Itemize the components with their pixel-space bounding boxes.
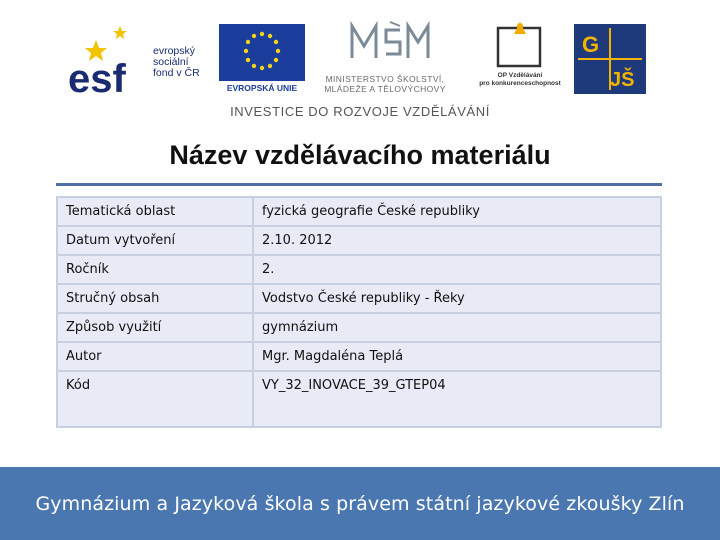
row-label: Autor (57, 342, 253, 371)
esf-text (153, 46, 200, 79)
row-value: VY_32_INOVACE_39_GTEP04 (253, 371, 661, 427)
row-label: Kód (57, 371, 253, 427)
gjs-letters2: JŠ (610, 69, 635, 91)
table-row (57, 313, 661, 342)
table-row (57, 342, 661, 371)
eu-flag-icon (219, 24, 305, 81)
op-line1: OP Vzdělávání (497, 72, 543, 79)
investice-caption: INVESTICE DO ROZVOJE VZDĚLÁVÁNÍ (230, 104, 490, 119)
eu-logo (219, 24, 305, 94)
gjs-letters1: G (582, 32, 600, 57)
msmt-line1: MINISTERSTVO ŠKOLSTVÍ, (325, 74, 445, 84)
page-title: Název vzdělávacího materiálu (169, 140, 551, 170)
row-label: Ročník (57, 255, 253, 284)
row-label: Datum vytvoření (57, 226, 253, 255)
op-logo-icon (474, 22, 566, 94)
row-value: Mgr. Magdaléna Teplá (253, 342, 661, 371)
row-value: 2.10. 2012 (253, 226, 661, 255)
info-table (56, 196, 662, 428)
row-label: Stručný obsah (57, 284, 253, 313)
footer-bar (0, 467, 720, 540)
gjs-logo-icon (574, 24, 646, 94)
row-label: Způsob využití (57, 313, 253, 342)
op-line2: pro konkurenceschopnost (479, 80, 561, 87)
logo-strip (0, 0, 720, 130)
table-row (57, 284, 661, 313)
table-row (57, 255, 661, 284)
esf-line1: evropský (153, 45, 196, 57)
row-value: gymnázium (253, 313, 661, 342)
row-label: Tematická oblast (57, 197, 253, 226)
msmt-caption (310, 74, 460, 94)
eu-caption: EVROPSKÁ UNIE (226, 83, 298, 93)
table-row (57, 197, 661, 226)
msmt-line2: MLÁDEŽE A TĚLOVÝCHOVY (324, 84, 446, 94)
row-value: 2. (253, 255, 661, 284)
table-row (57, 226, 661, 255)
svg-text:esf: esf (68, 57, 126, 94)
msmt-logo-icon (310, 18, 460, 96)
table-row (57, 371, 661, 427)
row-value: Vodstvo České republiky - Řeky (253, 284, 661, 313)
title-rule (56, 183, 662, 186)
footer-text: Gymnázium a Jazyková škola s právem státní jazykové zkoušky Zlín (35, 492, 685, 515)
row-value: fyzická geografie České republiky (253, 197, 661, 226)
op-caption (474, 72, 566, 88)
esf-line2: sociální (153, 56, 189, 68)
esf-line3: fond v ČR (153, 67, 200, 79)
esf-logo-icon (68, 24, 210, 94)
